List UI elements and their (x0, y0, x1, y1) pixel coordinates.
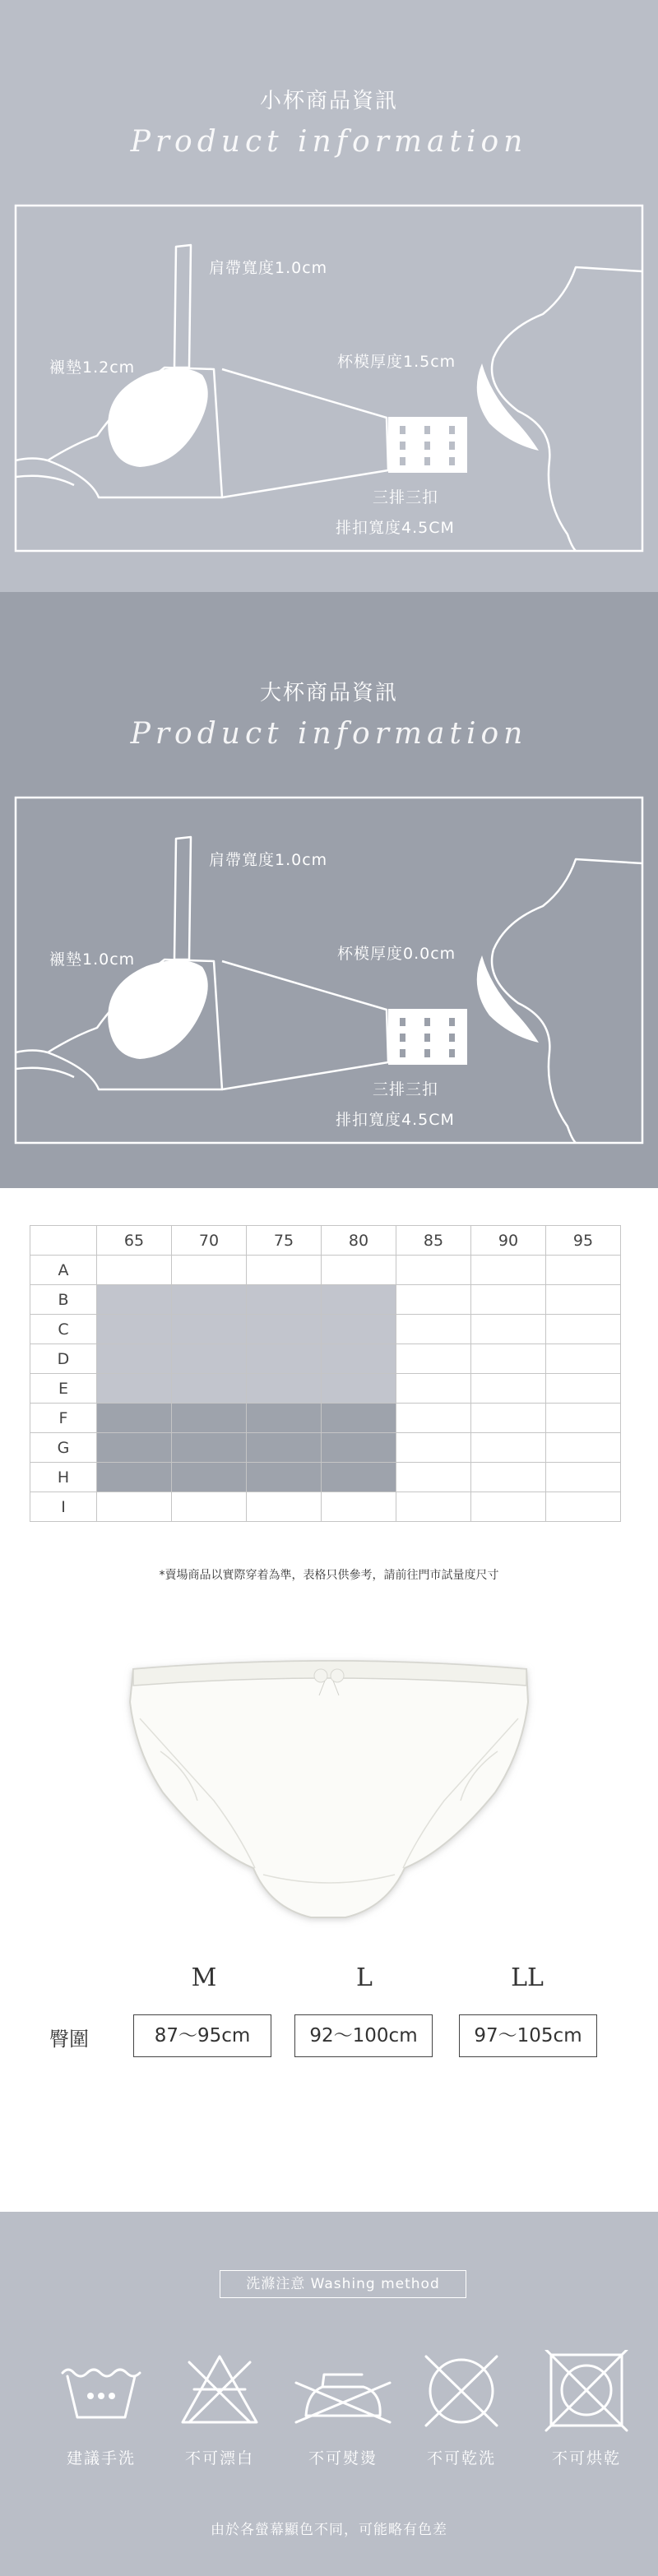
table-cell (396, 1463, 471, 1492)
size-label-ll: LL (511, 1963, 544, 1992)
hip-label: 臀圍 (49, 2028, 89, 2051)
table-cell (396, 1256, 471, 1285)
row-header: H (30, 1463, 97, 1492)
table-cell (396, 1433, 471, 1463)
table-cell (97, 1256, 172, 1285)
table-cell (546, 1433, 621, 1463)
table-cell (322, 1492, 396, 1522)
large-cup-cell (97, 1463, 172, 1492)
panty-size-section (0, 1940, 658, 2212)
table-cell (546, 1404, 621, 1433)
small-cup-cell (97, 1315, 172, 1344)
table-cell (546, 1315, 621, 1344)
column-header: 95 (546, 1226, 621, 1256)
no-dry-clean-icon (416, 2350, 507, 2432)
washing-section (0, 2212, 658, 2576)
large-cup-cell (97, 1433, 172, 1463)
no-dry-clean-label: 不可乾洗 (426, 2449, 496, 2467)
size-table-note: *賣場商品以實際穿着為準，表格只供參考，請前往門市試量度尺寸 (159, 1569, 499, 1582)
table-cell (546, 1285, 621, 1315)
table-cell (172, 1256, 247, 1285)
table-cell (546, 1256, 621, 1285)
large-cup-cell (172, 1404, 247, 1433)
table-cell (546, 1463, 621, 1492)
small-cup-cell (172, 1344, 247, 1374)
table-cell (471, 1256, 546, 1285)
size-label-l: L (356, 1963, 373, 1992)
table-cell (471, 1285, 546, 1315)
table-cell (546, 1374, 621, 1404)
large-cup-cell (322, 1433, 396, 1463)
large-cup-cell (97, 1404, 172, 1433)
table-cell (546, 1344, 621, 1374)
table-row (30, 1463, 621, 1492)
table-cell (247, 1492, 322, 1522)
large-cup-bra-diagram (0, 592, 658, 1188)
large-cup-cell (247, 1404, 322, 1433)
hand-wash-icon (56, 2350, 146, 2432)
column-header: 80 (322, 1226, 396, 1256)
hand-wash-label: 建議手洗 (66, 2449, 136, 2467)
panty-product-image (0, 1628, 658, 1940)
no-tumble-dry-icon (541, 2350, 632, 2432)
no-iron-label: 不可熨燙 (308, 2449, 378, 2467)
table-corner-cell (30, 1226, 97, 1256)
table-row (30, 1256, 621, 1285)
table-row (30, 1433, 621, 1463)
strap-width-label: 肩帶寬度1.0cm (209, 851, 328, 869)
table-cell (546, 1492, 621, 1522)
table-cell (471, 1404, 546, 1433)
size-label-m: M (191, 1963, 217, 1992)
table-cell (471, 1433, 546, 1463)
small-cup-cell (97, 1344, 172, 1374)
column-header: 75 (247, 1226, 322, 1256)
table-row (30, 1492, 621, 1522)
table-row (30, 1285, 621, 1315)
row-header: B (30, 1285, 97, 1315)
large-cup-cell (247, 1463, 322, 1492)
cup-thickness-label: 杯模厚度0.0cm (337, 945, 456, 963)
small-cup-cell (172, 1285, 247, 1315)
strap-width-label: 肩帶寬度1.0cm (209, 259, 328, 277)
small-cup-subtitle: Product information (130, 125, 528, 159)
table-cell (471, 1374, 546, 1404)
size-range-ll: 97～105cm (459, 2014, 597, 2057)
table-cell (396, 1315, 471, 1344)
small-cup-cell (322, 1344, 396, 1374)
large-cup-cell (322, 1463, 396, 1492)
size-table (30, 1225, 621, 1522)
table-cell (471, 1315, 546, 1344)
table-cell (396, 1344, 471, 1374)
large-cup-title: 大杯商品資訊 (259, 681, 398, 705)
column-header: 85 (396, 1226, 471, 1256)
size-range-l: 92～100cm (294, 2014, 433, 2057)
table-row (30, 1404, 621, 1433)
small-cup-cell (322, 1285, 396, 1315)
column-header: 70 (172, 1226, 247, 1256)
large-cup-cell (322, 1404, 396, 1433)
color-disclaimer: 由於各螢幕顯色不同，可能略有色差 (211, 2522, 447, 2538)
row-header: A (30, 1256, 97, 1285)
row-header: I (30, 1492, 97, 1522)
row-header: E (30, 1374, 97, 1404)
table-cell (396, 1404, 471, 1433)
row-header: C (30, 1315, 97, 1344)
small-cup-bra-diagram (0, 0, 658, 592)
small-cup-cell (247, 1344, 322, 1374)
table-row (30, 1374, 621, 1404)
small-cup-cell (172, 1315, 247, 1344)
size-range-m: 87～95cm (133, 2014, 271, 2057)
table-row (30, 1315, 621, 1344)
table-cell (247, 1256, 322, 1285)
table-row (30, 1344, 621, 1374)
table-cell (471, 1492, 546, 1522)
table-cell (97, 1492, 172, 1522)
small-cup-cell (247, 1374, 322, 1404)
small-cup-section (0, 0, 658, 592)
hooks-label: 三排三扣 (373, 488, 439, 506)
table-cell (396, 1492, 471, 1522)
hook-width-label: 排扣寬度4.5CM (336, 519, 455, 537)
small-cup-cell (247, 1285, 322, 1315)
small-cup-title: 小杯商品資訊 (259, 89, 398, 113)
small-cup-cell (97, 1285, 172, 1315)
no-iron-icon (290, 2350, 396, 2432)
no-tumble-dry-label: 不可烘乾 (551, 2449, 621, 2467)
small-cup-cell (322, 1374, 396, 1404)
pad-label: 襯墊1.0cm (49, 950, 136, 969)
row-header: D (30, 1344, 97, 1374)
cup-thickness-label: 杯模厚度1.5cm (337, 353, 456, 371)
table-header-row (30, 1226, 621, 1256)
pad-label: 襯墊1.2cm (49, 358, 136, 377)
hooks-label: 三排三扣 (373, 1080, 439, 1098)
table-cell (396, 1374, 471, 1404)
large-cup-subtitle: Product information (130, 717, 528, 751)
no-bleach-icon (174, 2350, 265, 2432)
table-cell (322, 1256, 396, 1285)
small-cup-cell (322, 1315, 396, 1344)
table-cell (396, 1285, 471, 1315)
large-cup-cell (247, 1433, 322, 1463)
table-cell (471, 1463, 546, 1492)
large-cup-cell (172, 1463, 247, 1492)
large-cup-section (0, 592, 658, 1188)
table-cell (471, 1344, 546, 1374)
row-header: G (30, 1433, 97, 1463)
small-cup-cell (172, 1374, 247, 1404)
small-cup-cell (97, 1374, 172, 1404)
product-section (0, 1628, 658, 1940)
table-cell (172, 1492, 247, 1522)
column-header: 65 (97, 1226, 172, 1256)
washing-title: 洗滌注意 Washing method (220, 2270, 466, 2298)
small-cup-cell (247, 1315, 322, 1344)
row-header: F (30, 1404, 97, 1433)
size-table-section (0, 1188, 658, 1628)
no-bleach-label: 不可漂白 (184, 2449, 254, 2467)
large-cup-cell (172, 1433, 247, 1463)
column-header: 90 (471, 1226, 546, 1256)
hook-width-label: 排扣寬度4.5CM (336, 1111, 455, 1129)
